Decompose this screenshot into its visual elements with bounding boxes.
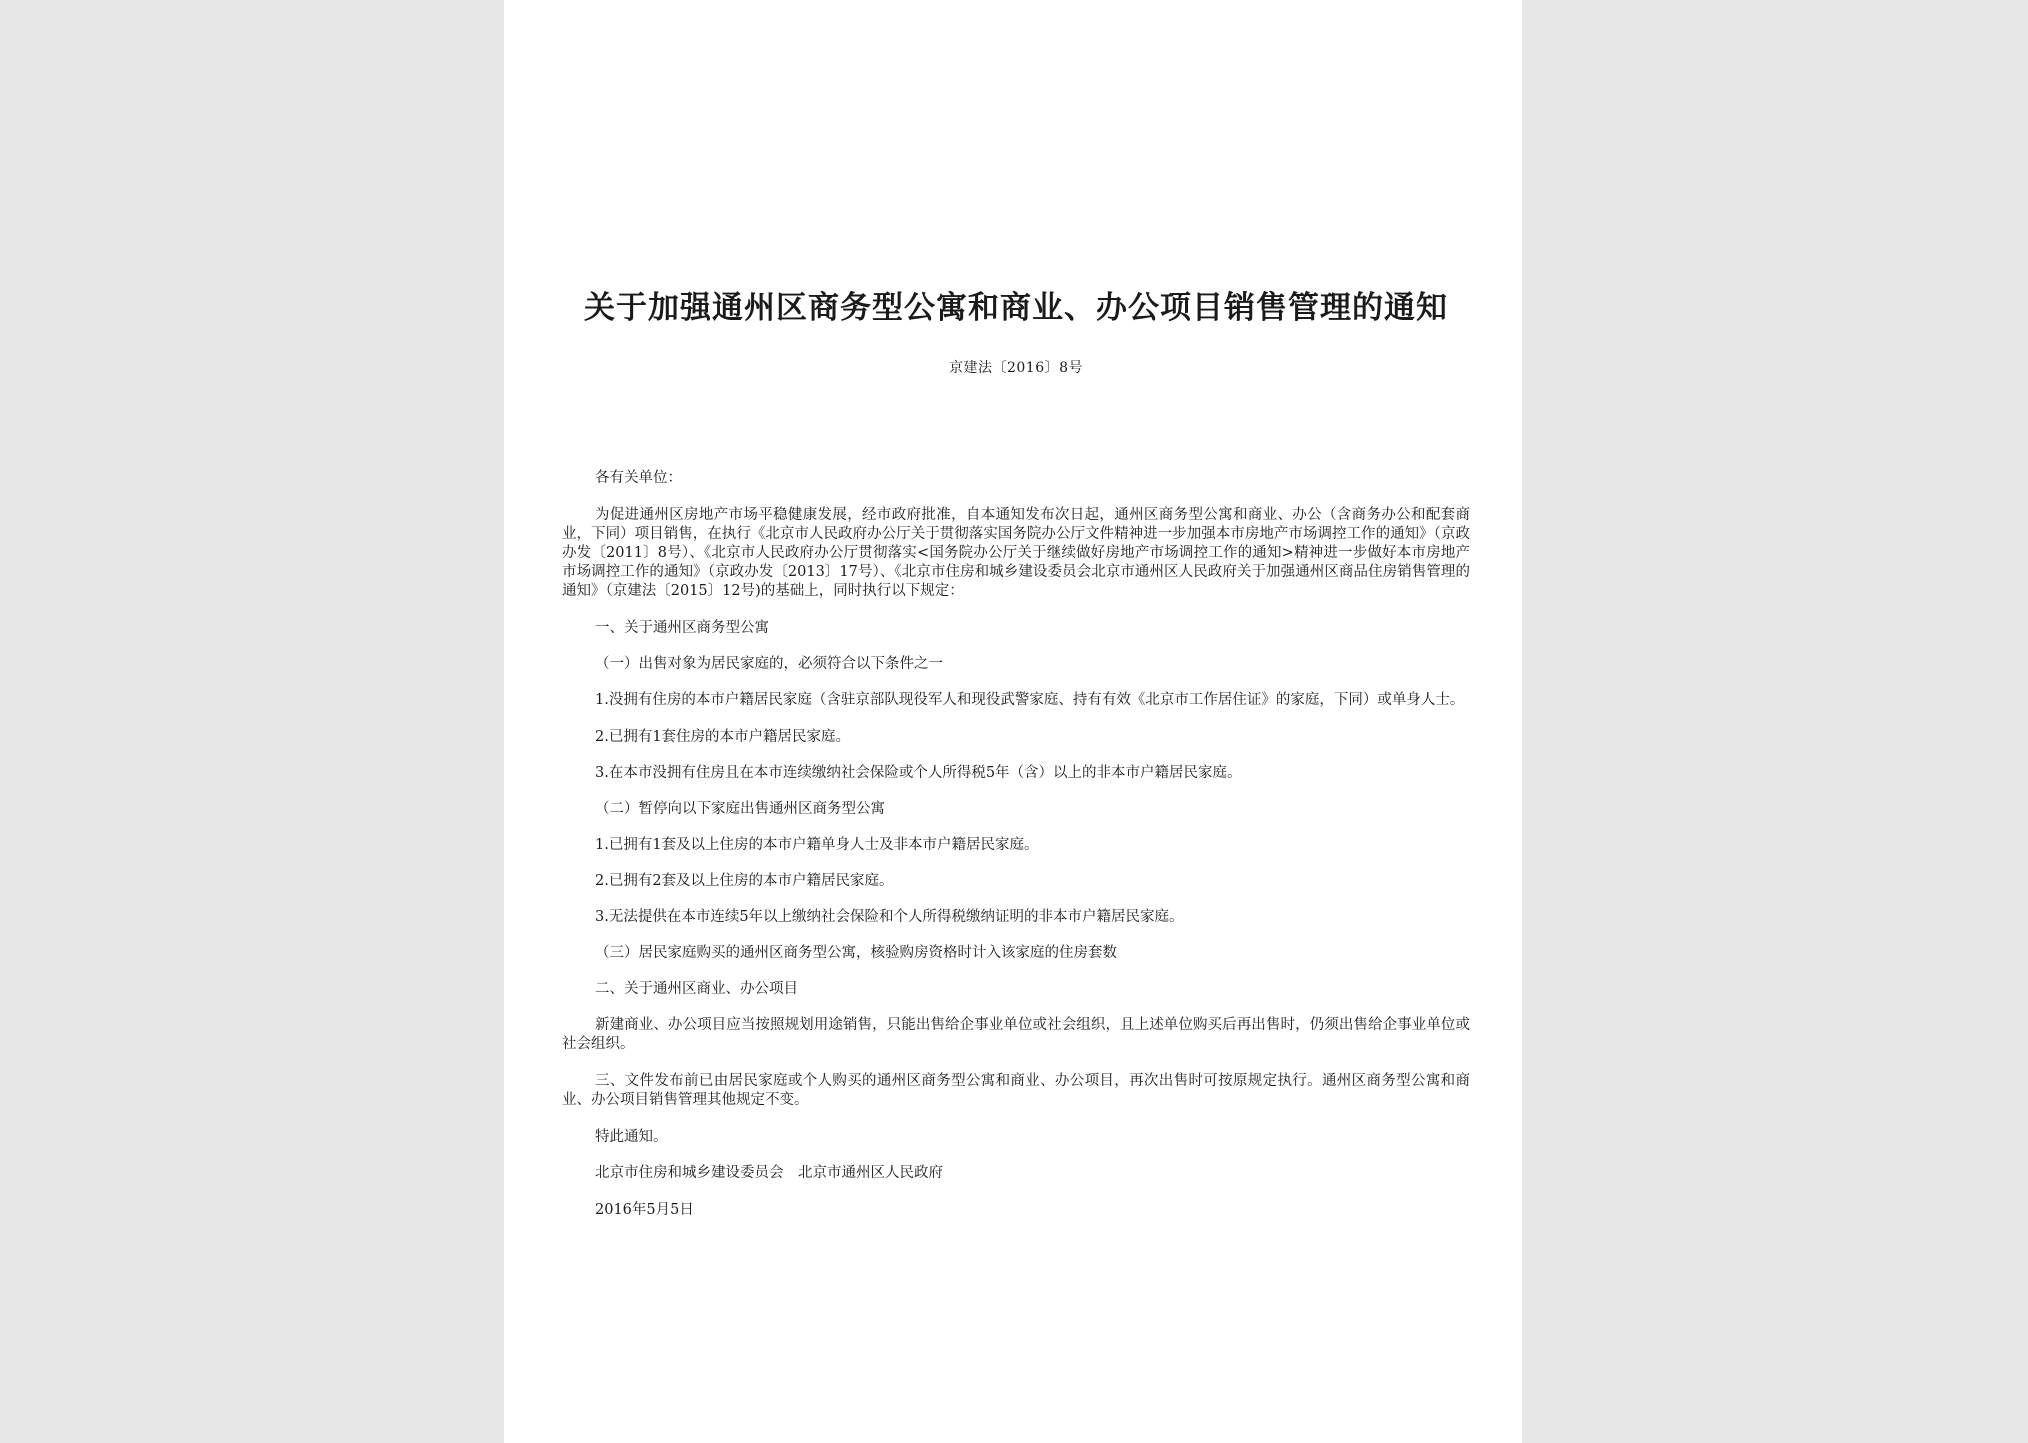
subsection-heading-1-1: （一）出售对象为居民家庭的，必须符合以下条件之一 xyxy=(595,656,943,672)
closing-line: 特此通知。 xyxy=(595,1129,668,1145)
list-item: 1.没拥有住房的本市户籍居民家庭（含驻京部队现役军人和现役武警家庭、持有有效《北京市工作居住证》的家庭，下同）或单身人士。 xyxy=(595,692,1465,708)
paragraph-commercial: 新建商业、办公项目应当按照规划用途销售，只能出售给企事业单位或社会组织，且上述单位购买后再出售时，仍须出售给企事业单位或社会组织。 xyxy=(562,1017,1470,1052)
list-item: 2.已拥有2套及以上住房的本市户籍居民家庭。 xyxy=(595,873,894,889)
issuers: 北京市住房和城乡建设委员会 北京市通州区人民政府 xyxy=(595,1165,943,1181)
salutation: 各有关单位： xyxy=(595,470,682,486)
list-item: 3.无法提供在本市连续5年以上缴纳社会保险和个人所得税缴纳证明的非本市户籍居民家庭。 xyxy=(595,909,1184,925)
list-item: 2.已拥有1套住房的本市户籍居民家庭。 xyxy=(595,729,851,745)
subsection-heading-1-3: （三）居民家庭购买的通州区商务型公寓，核验购房资格时计入该家庭的住房套数 xyxy=(595,945,1117,961)
document-content xyxy=(562,288,1470,1238)
document-body xyxy=(562,469,1470,1220)
document-title: 关于加强通州区商务型公寓和商业、办公项目销售管理的通知 xyxy=(584,290,1448,326)
list-item: 1.已拥有1套及以上住房的本市户籍单身人士及非本市户籍居民家庭。 xyxy=(595,837,1039,853)
document-number: 京建法〔2016〕8号 xyxy=(948,360,1084,376)
subsection-heading-1-2: （二）暂停向以下家庭出售通州区商务型公寓 xyxy=(595,801,885,817)
paragraph-section-3: 三、文件发布前已由居民家庭或个人购买的通州区商务型公寓和商业、办公项目，再次出售时可按原规定执行。通州区商务型公寓和商业、办公项目销售管理其他规定不变。 xyxy=(562,1073,1470,1108)
document-page xyxy=(504,0,1522,1443)
section-heading-1: 一、关于通州区商务型公寓 xyxy=(595,620,769,636)
paragraph-intro: 为促进通州区房地产市场平稳健康发展，经市政府批准，自本通知发布次日起，通州区商务型公寓和商业、办公（含商务办公和配套商业，下同）项目销售，在执行《北京市人民政府办公厅关于贯彻落实国务院办公厅文件精神进一步加强本市房地产市场调控工作的通知》（京政办发〔2011〕8号）、《北京市人民政府办公厅贯彻落实<国务院办公厅关于继续做好房地产市场调控工作的通知>精神进一步做好本市房地产市场调控工作的通知》（京政办发〔2013〕17号）、《北京市住房和城乡建设委员会北京市通州区人民政府关于加强通州区商品住房销售管理的通知》（京建法〔2015〕12号)的基础上，同时执行以下规定： xyxy=(562,507,1470,599)
section-heading-2: 二、关于通州区商业、办公项目 xyxy=(595,981,798,997)
list-item: 3.在本市没拥有住房且在本市连续缴纳社会保险或个人所得税5年（含）以上的非本市户籍居民家庭。 xyxy=(595,765,1242,781)
issue-date: 2016年5月5日 xyxy=(595,1202,694,1218)
